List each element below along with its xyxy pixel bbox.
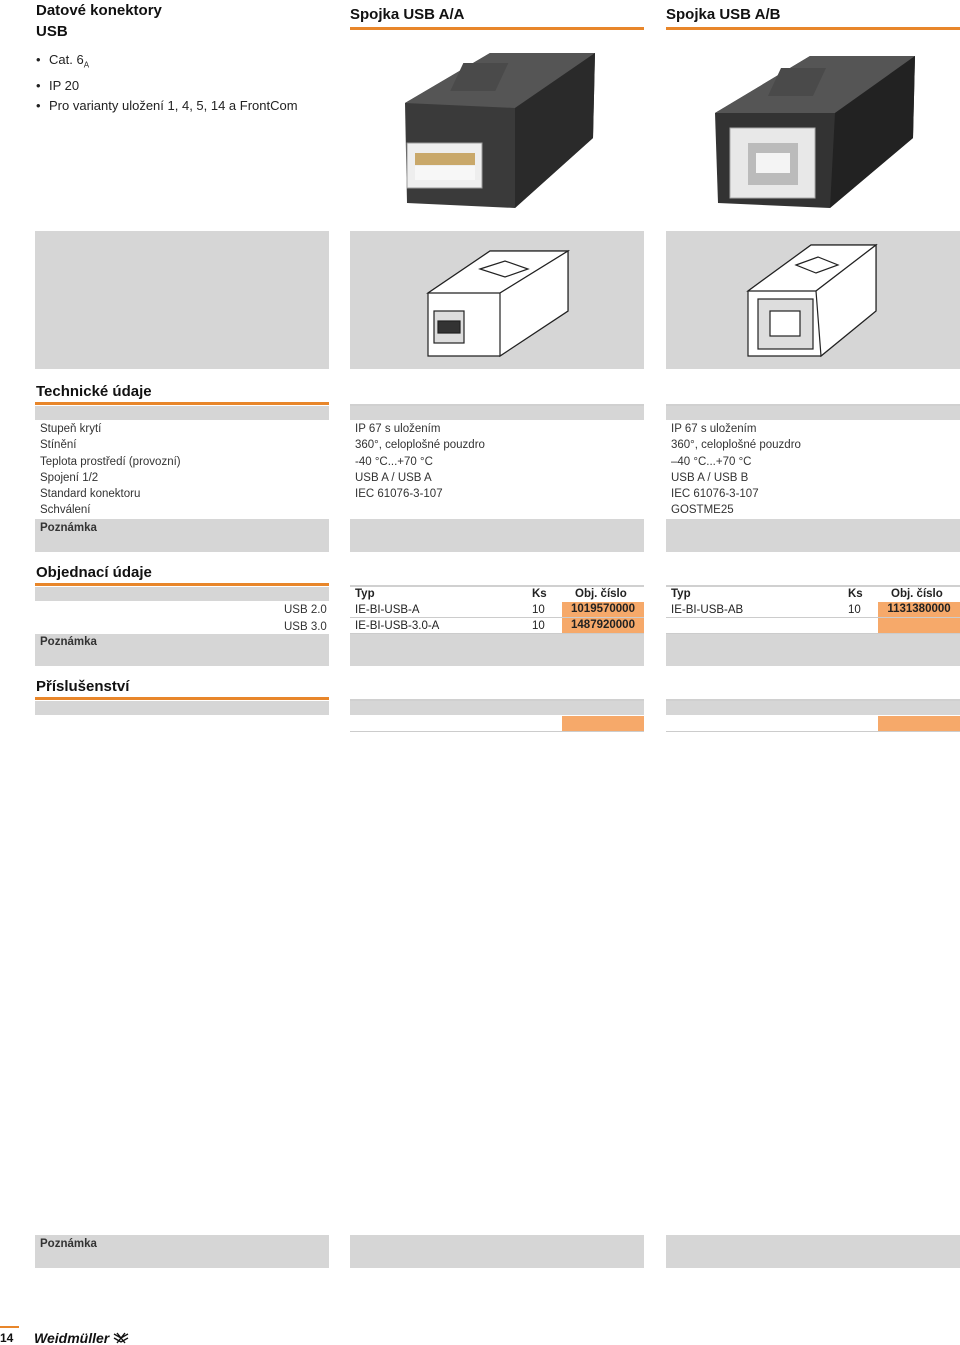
spec-header-band bbox=[35, 406, 329, 420]
note-label: Poznámka bbox=[40, 636, 97, 648]
spec-label: Standard konektoru bbox=[40, 488, 141, 501]
bottom-note-panel bbox=[35, 1235, 329, 1268]
spec-label: Stupeň krytí bbox=[40, 423, 102, 435]
feature-bullets bbox=[36, 50, 298, 116]
spec-label: Stínění bbox=[40, 439, 77, 452]
spec-note-panel bbox=[666, 519, 960, 552]
spec-value: IP 67 s uložením bbox=[671, 423, 757, 435]
accessory-order-cell bbox=[878, 716, 960, 731]
column-title-ab: Spojka USB A/B bbox=[666, 6, 781, 23]
spec-value: -40 °C...+70 °C bbox=[355, 455, 433, 468]
row-divider bbox=[666, 731, 960, 732]
spec-labels bbox=[40, 421, 181, 519]
row-divider bbox=[350, 617, 644, 618]
order-table-aa bbox=[350, 586, 644, 636]
bullet-item: • Cat. $6_A$ bbox=[36, 50, 298, 76]
drawing-panel-ab bbox=[666, 231, 960, 369]
drawing-panel-aa bbox=[350, 231, 644, 369]
order-number-highlight[interactable]: 1019570000 bbox=[562, 602, 644, 617]
note-label: Poznámka bbox=[40, 522, 97, 534]
order-number-empty bbox=[878, 618, 960, 633]
spec-label: Spojení 1/2 bbox=[40, 471, 99, 484]
order-row-labels bbox=[284, 602, 327, 635]
order-type: IE-BI-USB-AB bbox=[671, 604, 744, 616]
spec-values-ab bbox=[671, 421, 801, 519]
page-number: 14 bbox=[0, 1331, 14, 1345]
brand-mark-icon bbox=[113, 1332, 129, 1344]
bullet-item: • IP 20 bbox=[36, 76, 298, 96]
column-rule bbox=[350, 27, 644, 30]
col-header-type: Typ bbox=[355, 588, 375, 600]
bullet-item: • Pro varianty uložení 1, 4, 5, 14 a FrontCom bbox=[36, 96, 298, 116]
order-row-label: USB 3.0 bbox=[284, 620, 327, 633]
technical-drawing-ab bbox=[666, 231, 960, 369]
spec-value: GOSTME25 bbox=[671, 504, 734, 517]
spec-values-aa bbox=[355, 421, 485, 502]
order-number-highlight[interactable]: 1487920000 bbox=[562, 618, 644, 633]
col-header-order-no: Obj. číslo bbox=[575, 588, 627, 600]
row-divider bbox=[666, 617, 960, 618]
spec-value: IEC 61076-3-107 bbox=[355, 488, 443, 501]
spec-value: USB A / USB B bbox=[671, 471, 749, 484]
spec-value: 360°, celoplošné pouzdro bbox=[671, 439, 801, 452]
order-type: IE-BI-USB-A bbox=[355, 604, 420, 616]
technical-drawing-aa bbox=[350, 231, 644, 369]
spec-value: IP 67 s uložením bbox=[355, 423, 441, 435]
order-table-ab bbox=[666, 586, 960, 636]
product-photo-usb-aa bbox=[395, 38, 610, 218]
section-rule bbox=[35, 583, 329, 586]
section-rule bbox=[35, 697, 329, 700]
accessories-band bbox=[666, 701, 960, 715]
brand-wordmark: Weidmüller bbox=[34, 1330, 110, 1345]
spec-value: USB A / USB A bbox=[355, 471, 432, 484]
drawing-panel-empty bbox=[35, 231, 329, 369]
note-label: Poznámka bbox=[40, 1238, 97, 1250]
spec-note-panel bbox=[35, 519, 329, 552]
category-line-1: Datové konektory bbox=[36, 2, 162, 19]
spec-value: 360°, celoplošné pouzdro bbox=[355, 439, 485, 452]
order-note-panel bbox=[666, 634, 960, 666]
column-rule bbox=[666, 27, 960, 30]
spec-note-panel bbox=[350, 519, 644, 552]
spec-label: Teplota prostředí (provozní) bbox=[40, 455, 181, 468]
accessories-band bbox=[35, 701, 329, 715]
order-header-band bbox=[35, 587, 329, 601]
accessories-title: Příslušenství bbox=[36, 678, 130, 695]
spec-header-band bbox=[350, 406, 644, 420]
ordering-data-title: Objednací údaje bbox=[36, 564, 152, 581]
order-note-panel bbox=[350, 634, 644, 666]
order-row-label: USB 2.0 bbox=[284, 604, 327, 616]
order-number-highlight[interactable]: 1131380000 bbox=[878, 602, 960, 617]
bottom-note-panel bbox=[666, 1235, 960, 1268]
row-divider bbox=[350, 731, 644, 732]
technical-data-title: Technické údaje bbox=[36, 383, 152, 400]
category-title bbox=[36, 0, 162, 42]
brand-logo bbox=[34, 1330, 129, 1345]
spec-value: IEC 61076-3-107 bbox=[671, 488, 759, 501]
col-header-qty: Ks bbox=[848, 588, 863, 600]
section-rule bbox=[35, 402, 329, 405]
category-line-2: USB bbox=[36, 23, 68, 40]
order-qty: 10 bbox=[848, 604, 861, 616]
spec-value: –40 °C...+70 °C bbox=[671, 455, 752, 468]
accessory-order-cell bbox=[562, 716, 644, 731]
col-header-qty: Ks bbox=[532, 588, 547, 600]
footer-accent-line bbox=[0, 1326, 19, 1328]
product-photo-usb-ab bbox=[710, 38, 925, 218]
bottom-note-panel bbox=[350, 1235, 644, 1268]
col-header-type: Typ bbox=[671, 588, 691, 600]
spec-header-band bbox=[666, 406, 960, 420]
accessories-band bbox=[350, 701, 644, 715]
order-qty: 10 bbox=[532, 604, 545, 616]
col-header-order-no: Obj. číslo bbox=[891, 588, 943, 600]
column-title-aa: Spojka USB A/A bbox=[350, 6, 465, 23]
order-qty: 10 bbox=[532, 620, 545, 632]
order-type: IE-BI-USB-3.0-A bbox=[355, 620, 440, 632]
spec-label: Schválení bbox=[40, 504, 91, 517]
